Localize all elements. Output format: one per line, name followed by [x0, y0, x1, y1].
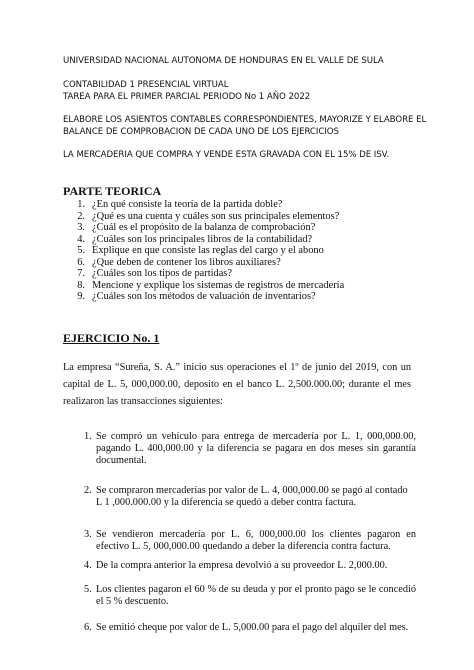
transaction-item-4: 4. De la compra anterior la empresa devolvió a su proveedor L. 2,000.00. [84, 560, 388, 571]
transaction-item-6: 6. Se emitió cheque por valor de L. 5,000.00 para el pago del alquiler del mes. [84, 622, 409, 633]
transaction-item-5: 5. Los clientes pagaron el 60 % de su deuda y por el pronto pago se le concedió el 5 % descuento. [84, 584, 416, 607]
question-item: 9. ¿Cuáles son los métodos de valuación de inventarios? [77, 291, 316, 302]
theory-section-title: PARTE TEORICA [63, 184, 162, 198]
transaction-item-3: 3. Se vendieron mercadería por L. 6, 000,000.00 los clientes pagaron en efectivo L. 5, 000,000.00 quedando a deber la diferencia contra factura. [84, 529, 416, 552]
exercise-title: EJERCICIO No. 1 [63, 331, 160, 345]
tax-note: LA MERCADERIA QUE COMPRA Y VENDE ESTA GRAVADA CON EL 15% DE ISV. [63, 150, 390, 160]
question-item: 6. ¿Que deben de contener los libros auxiliares? [77, 256, 281, 268]
transaction-item-1: 1. Se compró un vehículo para entrega de mercadería por L. 1, 000,000.00, pagando L. 400,000.00 y la diferencia se pagara en dos meses sin garantía documental. [84, 431, 416, 466]
instructions-line-2: BALANCE DE COMPROBACION DE CADA UNO DE LOS EJERCICIOS [63, 127, 339, 137]
theory-question-list [63, 199, 344, 303]
university-name: UNIVERSIDAD NACIONAL AUTONOMA DE HONDURAS EN EL VALLE DE SULA [63, 56, 384, 66]
exercise-intro: La empresa “Sureña, S. A.” inicio sus operaciones el 1º de junio del 2019, con un capital de L. 5, 000,000.00, deposito en el banco L. 2,500.000.00; durante el mes realizaron las transacciones siguientes: [63, 362, 411, 407]
assignment-title: TAREA PARA EL PRIMER PARCIAL PERIODO No 1 AÑO 2022 [63, 92, 311, 102]
transaction-item-2: 2. Se compraron mercaderías por valor de L. 4, 000,000.00 se pagó al contado L 1 ,000.000.00 y la diferencia se quedó a deber contra factura. [84, 485, 408, 508]
question-item: 2. ¿Qué es una cuenta y cuáles son sus principales elementos? [77, 210, 340, 222]
instructions-line-1: ELABORE LOS ASIENTOS CONTABLES CORRESPONDIENTES, MAYORIZE Y ELABORE EL [63, 115, 427, 125]
question-item: 1. ¿En qué consiste la teoría de la partida doble? [77, 199, 283, 210]
question-item: 7. ¿Cuáles son los tipos de partidas? [77, 268, 232, 279]
course-name: CONTABILIDAD 1 PRESENCIAL VIRTUAL [63, 80, 229, 90]
question-item: 4. ¿Cuáles son los principales libros de la contabilidad? [77, 233, 313, 245]
question-item: 8. Mencione y explique los sistemas de registros de mercadería [77, 279, 345, 291]
question-item: 3. ¿Cuál es el propósito de la balanza de comprobación? [77, 222, 316, 233]
question-item: 5. Explique en que consiste las reglas del cargo y el abono [77, 245, 324, 256]
